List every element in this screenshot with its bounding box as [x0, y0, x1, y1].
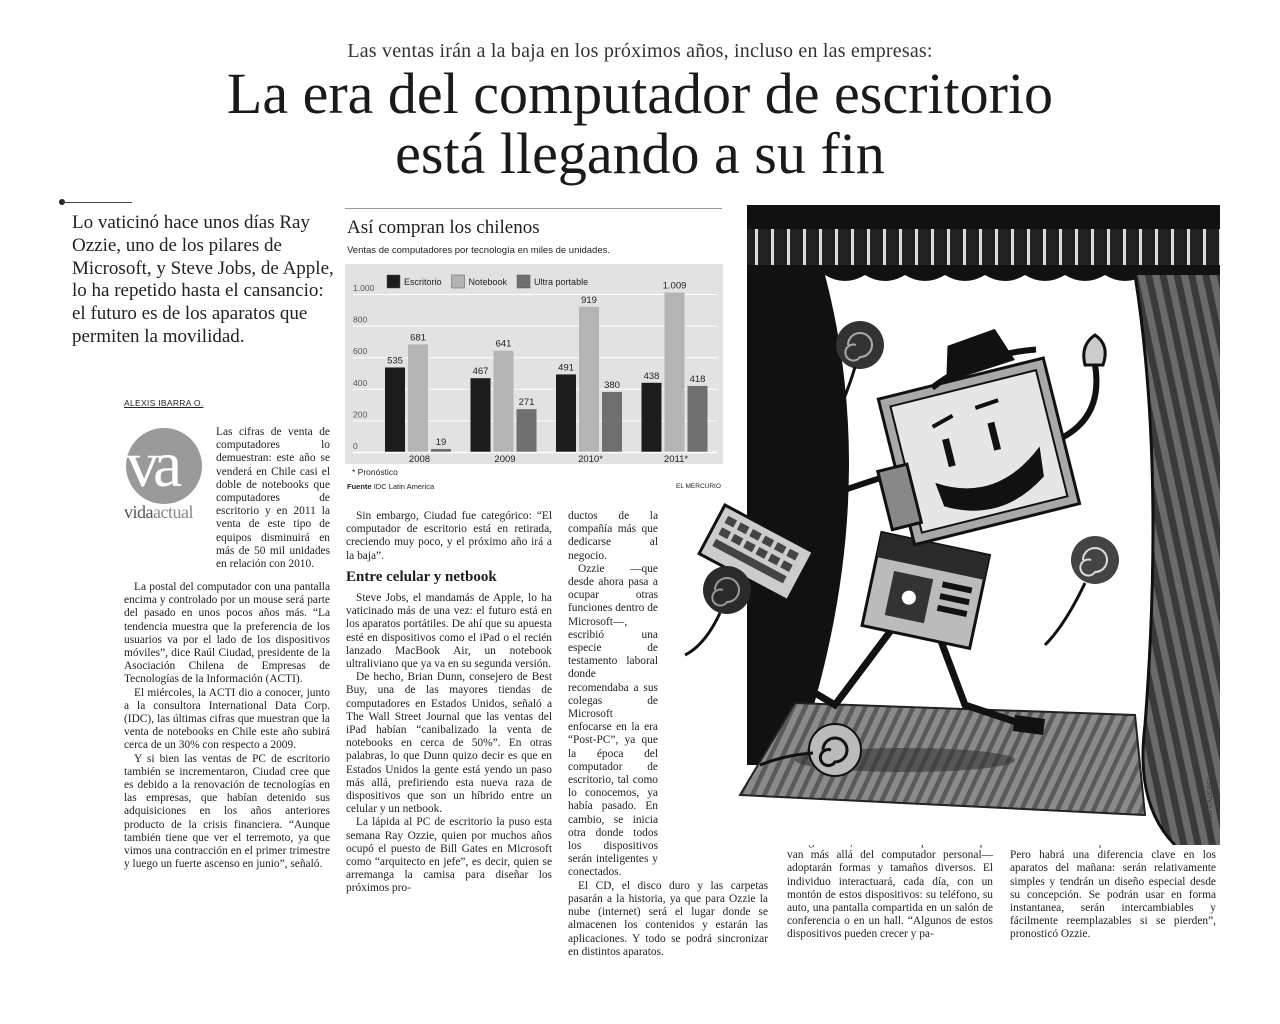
- paragraph: Steve Jobs, el mandamás de Apple, lo ha vaticinado más de una vez: el futuro está en los aparatos portátiles. De ahí que su apuesta esté en dispositivos como el iPad o el recién lanzado MacBook Air, un notebook ultraliviano que ya va en su segunda versión.: [346, 592, 552, 671]
- legend-label: Ultra portable: [534, 277, 589, 287]
- chart-source: [347, 482, 434, 491]
- bar: [642, 383, 662, 452]
- legend-swatch: [517, 275, 530, 288]
- paragraph: La lápida al PC de escritorio la puso esta semana Ray Ozzie, quien por muchos años ocupó el puesto de Bill Gates en Microsoft como “arquitecto en jefe”, es decir, quien se arremanga la camisa para diseñar los próximos pro-: [346, 816, 552, 895]
- bar: [579, 307, 599, 452]
- paragraph: Pero habrá una diferencia clave en los aparatos del mañana: serán relativamente simples y tendrán un diseño especial desde su concepción. Se podrán usar en forma instantanea, serán intercambiables y fácilmente reemplazables si se pierden”, pronosticó Ozzie.: [1010, 849, 1216, 941]
- paragraph: Ozzie —que desde ahora pasa a ocupar otras funciones dentro de Microsoft—, escribió una especie de testamento laboral donde recomendaba a sus colegas de Microsoft enfocarse en la era “Post-PC”, ya que la época del computador de escritorio, tal como lo conocemos, ya había pasado. En cambio, se inicia otra donde todos los dispositivos serán inteligentes y conectados.: [568, 562, 658, 879]
- computer-running-illustration: [662, 205, 1220, 845]
- section-logo: [122, 426, 210, 530]
- x-tick-label: 2009: [494, 454, 516, 464]
- logo-brand-part2: actual: [153, 502, 193, 522]
- legend-label: Notebook: [468, 277, 508, 287]
- paragraph: El CD, el disco duro y las carpetas pasarán a la historia, ya que para Ozzie la nube (internet) será el lugar donde se almacenen los contenidos y estarán las aplicaciones. Y todo se podrá sincronizar en distintos aparatos.: [568, 879, 768, 958]
- paragraph: ductos de la compañía más que dedicarse al negocio.: [568, 510, 658, 562]
- bar-value-label: 535: [387, 355, 403, 367]
- bar-value-label: 491: [558, 362, 574, 374]
- column-5: [1010, 836, 1216, 942]
- bar: [431, 449, 451, 452]
- legend-swatch: [387, 275, 400, 288]
- column-1-lead: [216, 426, 330, 571]
- bar: [385, 367, 405, 452]
- headline-line-1: La era del computador de escritorio: [226, 61, 1054, 126]
- bar: [517, 409, 537, 452]
- headline: [140, 61, 1140, 186]
- chart-note: * Pronóstico: [352, 467, 398, 477]
- legend-label: Escritorio: [404, 277, 442, 287]
- bar: [602, 392, 622, 452]
- illustration-credit: ALFREDO CÁCERES: [1208, 776, 1214, 842]
- column-4: [787, 836, 993, 942]
- bar-value-label: 641: [495, 338, 512, 350]
- y-tick-label: 200: [353, 409, 368, 420]
- paragraph: De hecho, Brian Dunn, consejero de Best Buy, una de las mayores tiendas de computadores en Estados Unidos, señaló a The Wall Street Journal que las ventas del iPad habían “canibalizado la venta de notebooks en cerca de 50%”. En otras palabras, lo que Dunn quizo decir es que en Estados Unidos la gente está yendo un paso más allá, prefiriendo esta nueva raza de dispositivos que son un híbrido entre un celular y un netbook.: [346, 671, 552, 816]
- legend-swatch: [452, 275, 465, 288]
- bar: [471, 378, 491, 452]
- y-tick-label: 400: [353, 377, 368, 388]
- column-2: [346, 510, 552, 896]
- bar-value-label: 380: [604, 379, 620, 391]
- logo-brand-part1: vida: [124, 502, 153, 522]
- chart-credit: EL MERCURIO: [676, 483, 721, 490]
- bar: [556, 374, 576, 452]
- paragraph: Las cifras de venta de computadores lo demuestran: este año se venderá en Chile casi el doble de notebooks que computadores de escritorio y en 2011 la venta de este tipo de equipos disminuirá en más de 50 mil unidades en relación con 2010.: [216, 426, 330, 571]
- deck-rule: [62, 202, 132, 203]
- paragraph: Y si bien las ventas de PC de escritorio también se incrementaron, Ciudad cree que es debido a la renovación de tecnologías en las empresas, que habían detenido sus adquisiciones en los años anteriores producto de la crisis financiera. “Aunque también tiene que ver el terremoto, ya que vimos una contracción en el primer trimestre y luego un fuerte ascenso en junio”, señaló.: [124, 752, 330, 871]
- paragraph: La postal del computador con una pantalla encima y controlado por un mouse será parte del pasado en unos pocos años más. “La tendencia muestra que la preferencia de los usuarios va por el lado de los dispositivos móviles”, dice Raúl Ciudad, presidente de la Asociación Chilena de Empresas de Tecnologías de la Información (ACTI).: [124, 581, 330, 686]
- x-tick-label: 2011*: [663, 454, 689, 464]
- paragraph: El miércoles, la ACTI dio a conocer, junto a la consultora International Data Corp. (IDC), las últimas cifras que muestran que la venta de notebooks en Chile este año subirá cerca de un 30% con respecto a 2009.: [124, 686, 330, 752]
- y-tick-label: 0: [353, 441, 358, 451]
- bar-value-label: 418: [689, 373, 706, 385]
- bar-value-label: 681: [410, 332, 426, 344]
- logo-mark: va: [126, 428, 177, 501]
- chart-title: Así compran los chilenos: [347, 217, 540, 238]
- y-tick-label: 600: [353, 346, 368, 357]
- y-tick-label: 1.000: [353, 283, 375, 293]
- bar-value-label: 919: [581, 294, 597, 306]
- kicker: Las ventas irán a la baja en los próximos años, incluso en las empresas:: [347, 40, 933, 62]
- va-logo-icon: [122, 426, 202, 506]
- headline-line-2: está llegando a su fin: [395, 121, 885, 186]
- deck: Lo vaticinó hace unos días Ray Ozzie, uno de los pilares de Microsoft, y Steve Jobs, de Apple, lo ha repetido hasta el cansancio: el futuro es de los aparatos que permiten la movilidad.: [72, 212, 334, 347]
- x-tick-label: 2008: [408, 454, 431, 464]
- paragraph: van más allá del computador personal— adoptarán formas y tamaños diversos. El individuo interactuará, cada día, con un montón de estos dispositivos: su teléfono, su auto, una pantalla compartida en un salón de conferencia o en un hall. “Algunos de estos dispositivos pueden crecer y pa-: [787, 849, 993, 941]
- rose-icon: [685, 566, 751, 655]
- bar-value-label: 1.009: [662, 280, 687, 292]
- chart-subtitle: Ventas de computadores por tecnología en miles de unidades.: [347, 245, 611, 256]
- bar: [408, 344, 428, 452]
- chart-source-text: IDC Latin America: [373, 482, 435, 491]
- bar: [494, 351, 514, 452]
- paragraph: Sin embargo, Ciudad fue categórico: “El computador de escritorio está en retirada, creciendo muy poco, y el próximo año irá a la baja”.: [346, 510, 552, 562]
- y-tick-label: 800: [353, 314, 368, 325]
- bar-value-label: 271: [518, 397, 535, 409]
- logo-brand: [124, 502, 193, 523]
- bar-value-label: 438: [643, 370, 660, 382]
- column-1: [124, 581, 330, 871]
- subheading: Entre celular y netbook: [346, 568, 497, 585]
- chart-source-label: Fuente: [347, 482, 372, 491]
- x-tick-label: 2010*: [578, 454, 603, 464]
- byline: ALEXIS IBARRA O.: [124, 398, 204, 408]
- bar-value-label: 467: [472, 366, 489, 378]
- bar-value-label: 19: [435, 436, 447, 448]
